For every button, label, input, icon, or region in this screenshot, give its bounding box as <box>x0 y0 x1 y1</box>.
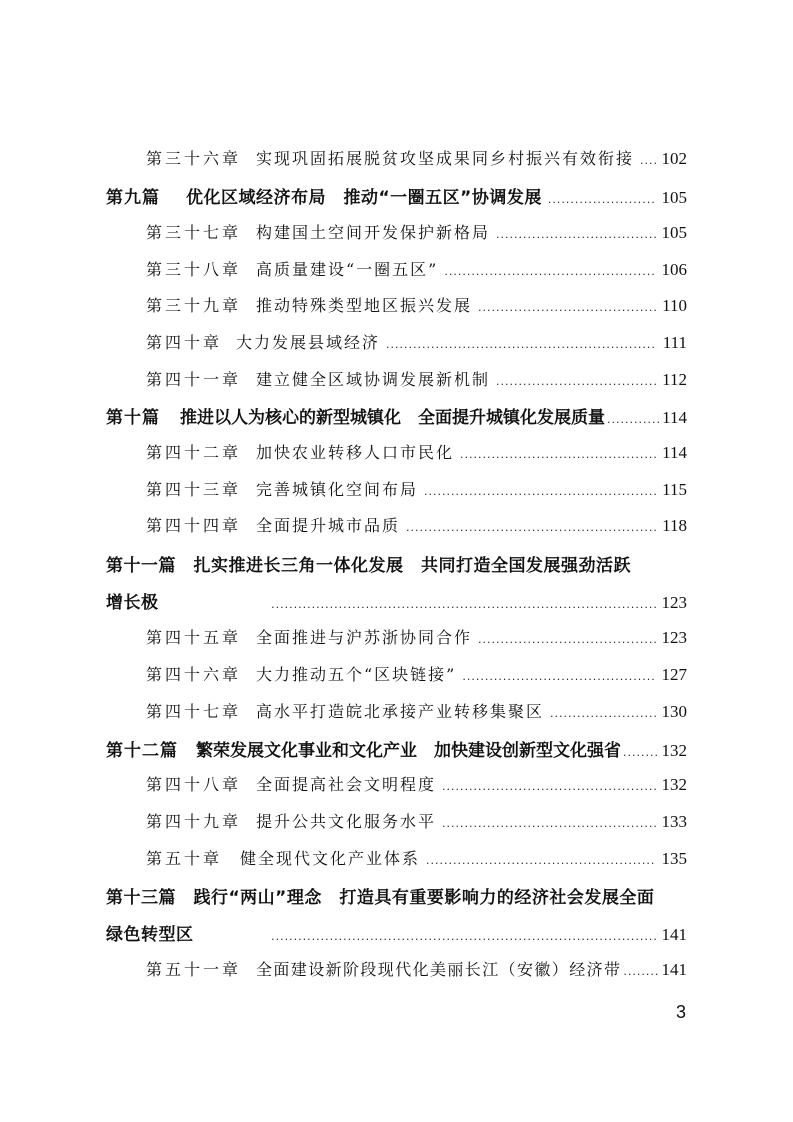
chapter-number: 第三十七章 <box>146 223 242 242</box>
dot-leader <box>442 780 655 793</box>
page-ref: 123 <box>661 628 687 647</box>
page-ref: 115 <box>662 480 687 499</box>
chapter-number: 第四十二章 <box>146 443 242 462</box>
chapter-title: 大力推动五个“区块链接” <box>256 665 457 684</box>
chapter-title: 大力发展县域经济 <box>236 333 381 352</box>
toc-entry-chapter[interactable] <box>146 440 687 463</box>
toc-entry-chapter[interactable] <box>146 809 687 832</box>
chapter-number: 第四十章 <box>146 333 223 352</box>
part-title: 优化区域经济布局 推动“一圈五区”协调发展 <box>186 188 542 208</box>
dot-leader <box>623 746 660 759</box>
dot-leader <box>424 485 656 498</box>
page-ref: 132 <box>661 741 687 760</box>
toc-entry-chapter[interactable] <box>146 772 687 795</box>
toc-entry-part[interactable] <box>106 183 687 208</box>
page-ref: 105 <box>661 223 687 242</box>
toc-entry-chapter[interactable] <box>146 220 687 243</box>
dot-leader <box>426 854 655 867</box>
page-ref: 102 <box>661 149 687 168</box>
toc-entry-chapter[interactable] <box>146 699 687 722</box>
page-number: 3 <box>676 1002 687 1022</box>
toc-entry-part-line1[interactable]: 第十三篇 践行“两山”理念 打造具有重要影响力的经济社会发展全面 <box>106 888 655 908</box>
dot-leader <box>478 301 656 314</box>
page-ref: 135 <box>661 849 687 868</box>
dot-leader <box>271 598 655 611</box>
dot-leader <box>271 930 655 943</box>
chapter-number: 第四十一章 <box>146 370 242 389</box>
toc-entry-chapter[interactable] <box>146 146 687 169</box>
page-ref: 130 <box>661 702 687 721</box>
chapter-title: 全面提高社会文明程度 <box>256 775 437 794</box>
page-ref: 105 <box>661 188 687 207</box>
part-title-continuation: 增长极 <box>106 593 159 613</box>
dot-leader <box>550 707 655 720</box>
chapter-number: 第四十三章 <box>146 480 242 499</box>
dot-leader <box>623 965 659 978</box>
chapter-number: 第四十六章 <box>146 665 242 684</box>
dot-leader <box>442 817 655 830</box>
toc-entry-chapter[interactable] <box>146 662 687 685</box>
chapter-title: 全面推进与沪苏浙协同合作 <box>256 628 473 647</box>
dot-leader <box>496 375 656 388</box>
chapter-number: 第四十九章 <box>146 812 242 831</box>
dot-leader <box>462 670 655 683</box>
part-number: 第九篇 <box>106 188 160 208</box>
chapter-number: 第四十四章 <box>146 516 242 535</box>
page-ref: 133 <box>661 812 687 831</box>
toc-entry-part-line2[interactable] <box>106 920 687 945</box>
chapter-title: 健全现代文化产业体系 <box>240 849 421 868</box>
chapter-number: 第三十八章 <box>146 260 242 279</box>
chapter-title: 提升公共文化服务水平 <box>256 812 437 831</box>
dot-leader <box>460 448 656 461</box>
page-ref: 123 <box>661 593 687 612</box>
toc-entry-chapter[interactable] <box>146 293 687 316</box>
chapter-title: 推动特殊类型地区振兴发展 <box>256 296 473 315</box>
chapter-number: 第四十五章 <box>146 628 242 647</box>
chapter-number: 第三十九章 <box>146 296 242 315</box>
toc-entry-chapter[interactable] <box>146 367 687 390</box>
page-ref: 114 <box>662 408 687 427</box>
chapter-title: 高水平打造皖北承接产业转移集聚区 <box>256 702 545 721</box>
part-number: 第十篇 <box>106 408 160 428</box>
chapter-title: 全面建设新阶段现代化美丽长江（安徽）经济带 <box>256 960 622 979</box>
toc-entry-chapter[interactable] <box>146 477 687 500</box>
dot-leader <box>607 413 660 426</box>
chapter-title: 全面提升城市品质 <box>256 516 401 535</box>
page-ref: 132 <box>661 775 687 794</box>
toc-entry-chapter[interactable] <box>146 957 687 980</box>
chapter-title: 完善城镇化空间布局 <box>256 480 419 499</box>
page-ref: 111 <box>662 333 687 352</box>
toc-entry-part-line1[interactable]: 第十一篇 扎实推进长三角一体化发展 共同打造全国发展强劲活跃 <box>106 556 631 576</box>
page-ref: 112 <box>662 370 687 389</box>
part-title: 推进以人为核心的新型城镇化 全面提升城镇化发展质量 <box>180 408 605 428</box>
chapter-number: 第五十一章 <box>146 960 242 979</box>
part-title-continuation: 绿色转型区 <box>106 925 194 945</box>
dot-leader <box>496 228 655 241</box>
dot-leader <box>640 154 655 167</box>
page-ref: 110 <box>662 296 687 315</box>
page-ref: 114 <box>662 443 687 462</box>
toc-entry-chapter[interactable] <box>146 846 687 869</box>
page-ref: 127 <box>661 665 687 684</box>
chapter-number: 第三十六章 <box>146 149 242 168</box>
part-title: 繁荣发展文化事业和文化产业 加快建设创新型文化强省 <box>196 741 621 761</box>
chapter-number: 第四十八章 <box>146 775 242 794</box>
chapter-title: 建立健全区域协调发展新机制 <box>256 370 491 389</box>
dot-leader <box>444 265 655 278</box>
toc-entry-chapter[interactable] <box>146 625 687 648</box>
toc-entry-chapter[interactable] <box>146 330 687 353</box>
toc-entry-part-line2[interactable] <box>106 588 687 613</box>
toc-entry-part[interactable] <box>106 736 687 761</box>
toc-entry-chapter[interactable] <box>146 257 687 280</box>
chapter-title: 高质量建设“一圈五区” <box>256 260 439 279</box>
chapter-number: 第五十章 <box>146 849 223 868</box>
dot-leader <box>478 633 655 646</box>
chapter-title: 加快农业转移人口市民化 <box>256 443 455 462</box>
toc-entry-part[interactable] <box>106 403 687 428</box>
page-ref: 141 <box>661 925 687 944</box>
page-ref: 118 <box>662 516 687 535</box>
dot-leader <box>406 521 656 534</box>
page-ref: 106 <box>661 260 687 279</box>
chapter-title: 实现巩固拓展脱贫攻坚成果同乡村振兴有效衔接 <box>256 149 635 168</box>
toc-entry-chapter[interactable] <box>146 513 687 536</box>
chapter-title: 构建国土空间开发保护新格局 <box>256 223 491 242</box>
page-ref: 141 <box>661 960 687 979</box>
part-number: 第十二篇 <box>106 741 178 761</box>
chapter-number: 第四十七章 <box>146 702 242 721</box>
dot-leader <box>386 338 657 351</box>
dot-leader <box>548 193 656 206</box>
